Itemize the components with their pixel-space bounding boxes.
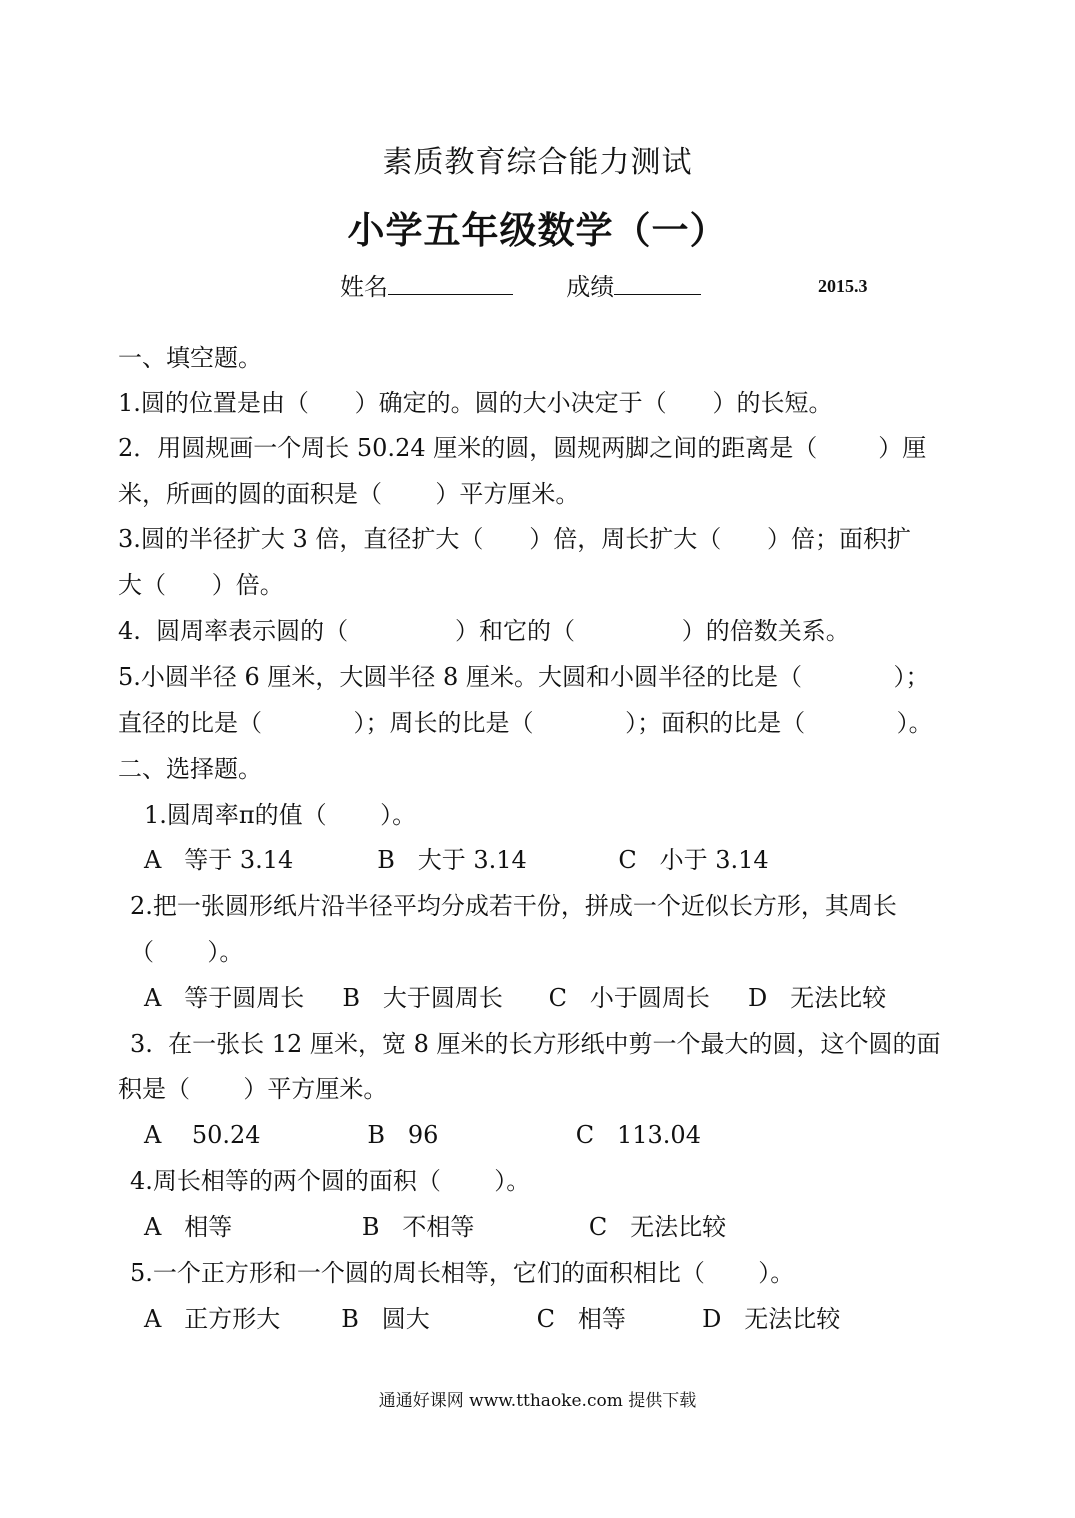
section1-heading: 一、填空题。 [118,344,262,372]
question-line: 4. 圆周率表示圆的（ ）和它的（ ）的倍数关系。 [118,617,850,645]
footer-credit: 通通好课网 www.tthaoke.com 提供下载 [378,1391,697,1411]
score-label: 成绩 [566,273,615,301]
question-line: 1.圆的位置是由（ ）确定的。圆的大小决定于（ ）的长短。 [118,389,833,417]
question-line: 1.圆周率π的值（ ）。 [144,801,417,829]
student-info-row [340,272,701,302]
option-line: A 相等 B 不相等 C 无法比较 [144,1213,727,1241]
name-field [388,272,513,295]
exam-date: 2015.3 [818,276,868,296]
option-line: A 50.24 B 96 C 113.04 [144,1121,701,1149]
score-field [614,272,701,295]
question-line: 3.圆的半径扩大 3 倍，直径扩大（ ）倍，周长扩大（ ）倍；面积扩 [118,525,911,553]
name-label: 姓名 [340,273,388,301]
question-line: 大（ ）倍。 [118,571,284,599]
question-line: 积是（ ）平方厘米。 [118,1075,388,1103]
question-line: 直径的比是（ ）；周长的比是（ ）；面积的比是（ ）。 [118,709,933,737]
question-line: （ ）。 [130,938,244,966]
option-line: A 等于 3.14 B 大于 3.14 C 小于 3.14 [144,846,769,874]
exam-title: 小学五年级数学（一） [347,208,728,252]
question-line: 2．用圆规画一个周长 50.24 厘米的圆，圆规两脚之间的距离是（ ）厘 [118,434,927,462]
question-line: 4.周长相等的两个圆的面积（ ）。 [130,1167,531,1195]
section2-heading: 二、选择题。 [118,755,262,783]
option-line: A 等于圆周长 B 大于圆周长 C 小于圆周长 D 无法比较 [144,984,887,1012]
question-line: 2.把一张圆形纸片沿半径平均分成若干份，拼成一个近似长方形，其周长 [130,892,897,920]
question-line: 5.小圆半径 6 厘米，大圆半径 8 厘米。大圆和小圆半径的比是（ ）； [118,663,930,691]
question-line: 3. 在一张长 12 厘米，宽 8 厘米的长方形纸中剪一个最大的圆，这个圆的面 [130,1030,941,1058]
question-line: 米，所画的圆的面积是（ ）平方厘米。 [118,480,580,508]
option-line: A 正方形大 B 圆大 C 相等 D 无法比较 [144,1305,841,1333]
question-line: 5.一个正方形和一个圆的周长相等，它们的面积相比（ ）。 [130,1259,795,1287]
exam-subtitle: 素质教育综合能力测试 [382,145,693,180]
